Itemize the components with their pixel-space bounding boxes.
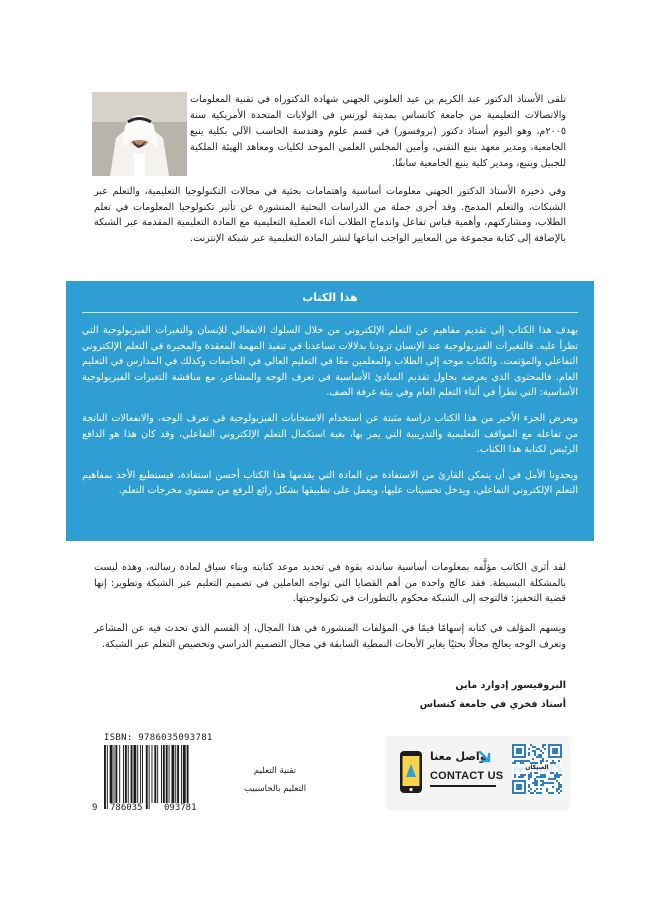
qr-module <box>528 774 530 776</box>
qr-module <box>546 788 548 790</box>
qr-module <box>558 774 560 776</box>
barcode <box>96 745 216 811</box>
barcode-bar <box>163 745 165 803</box>
barcode-bar <box>152 745 153 803</box>
reviewer-name: البروفيسور إدوارد ماين <box>455 680 566 691</box>
qr-module <box>534 790 536 792</box>
qr-module <box>544 782 546 784</box>
qr-module <box>516 748 522 754</box>
qr-module <box>550 782 552 784</box>
qr-module <box>558 782 560 784</box>
barcode-bar <box>157 745 158 803</box>
qr-module <box>536 788 538 790</box>
about-paragraph: ويحدونا الأمل في أن يتمكن القارئ من الاستفادة من المادة التي يقدمها هذا الكتاب أحسن استفادة، فيستطيع الأخذ بمفاهيم التعلم الإلكتروني التفاعلي، ويدخل تحسينات عليها، ويعمل على تطبيقها بشكل رائع للرفع من مستوى مخرجات التعلم. <box>82 469 578 497</box>
qr-module <box>528 786 530 788</box>
qr-module <box>540 756 542 758</box>
qr-module <box>556 776 558 778</box>
qr-module <box>540 780 542 782</box>
qr-module <box>558 776 560 778</box>
qr-module <box>540 750 542 752</box>
qr-module <box>552 748 558 754</box>
barcode-bar <box>115 745 117 803</box>
qr-module <box>544 744 546 746</box>
qr-module <box>536 772 538 774</box>
qr-module <box>536 784 538 786</box>
qr-module <box>560 774 562 776</box>
qr-module <box>540 774 542 776</box>
qr-module <box>554 774 556 776</box>
qr-module <box>556 788 558 790</box>
barcode-bar <box>149 745 150 809</box>
barcode-bar <box>177 745 179 803</box>
qr-module <box>540 776 542 778</box>
qr-module <box>522 760 524 762</box>
qr-module <box>540 760 542 762</box>
qr-module <box>554 776 556 778</box>
qr-module <box>532 792 534 794</box>
qr-module <box>536 748 538 750</box>
qr-module <box>532 758 534 760</box>
qr-module <box>514 774 516 776</box>
qr-module <box>538 756 540 758</box>
qr-module <box>532 782 534 784</box>
qr-module <box>530 774 532 776</box>
about-paragraph: ويعرض الجزء الأخير من هذا الكتاب دراسة مثبتة عن استخدام الاستجابات الفيزيولوجية في تعرف الوجه، والانفعالات الناتجة من تفاعله مع المواقف التعليمية والتدريبية التي يمر بها، بغية استكمال التعلم الإلكتروني التفاعلي، وقد كان هذا هو الدافع الرئيس لكتابة هذا الكتاب. <box>82 412 578 456</box>
qr-module <box>538 748 540 750</box>
isbn-label: ISBN: 9786035093781 <box>104 733 213 743</box>
qr-module <box>540 754 542 756</box>
qr-module <box>556 790 558 792</box>
barcode-bar <box>119 745 120 803</box>
qr-module <box>558 786 560 788</box>
qr-module <box>528 752 530 754</box>
qr-module <box>552 782 554 784</box>
qr-module <box>556 774 558 776</box>
qr-module <box>542 744 544 746</box>
qr-module <box>516 784 522 790</box>
barcode-digits <box>92 803 220 815</box>
qr-module <box>534 778 536 780</box>
qr-module <box>522 776 524 778</box>
qr-module <box>518 776 520 778</box>
qr-module <box>524 774 526 776</box>
qr-module <box>540 788 542 790</box>
barcode-bar <box>107 745 108 809</box>
qr-module <box>514 776 516 778</box>
qr-module <box>536 756 538 758</box>
qr-module <box>546 760 548 762</box>
qr-module <box>552 772 554 774</box>
qr-module <box>558 792 560 794</box>
qr-module <box>524 760 526 762</box>
barcode-bar <box>146 745 148 809</box>
author-photo <box>92 92 187 176</box>
qr-module <box>542 760 544 762</box>
subject-item: التعليم بالحاسبيب <box>243 784 307 794</box>
barcode-bar <box>114 745 115 803</box>
contact-card[interactable] <box>386 736 570 810</box>
qr-module <box>556 772 558 774</box>
qr-module <box>542 776 544 778</box>
barcode-bar <box>123 745 124 803</box>
qr-module <box>528 778 530 780</box>
arrow-down-right-icon <box>478 750 492 764</box>
barcode-bar <box>181 745 182 803</box>
author-research-intro: وفي ذخيرة الأستاذ الدكتور الجهني معلومات أساسية واهتمامات بحثية في مجالات التكنولوجيا التعليمية، والتعلم عبر الشبكات، والتعلم المدمج. وقد أجرى جملة من الدراسات البحثية المنشورة عن تأثير تكنولوجيا المعلومات في تعلم الطلاب، ومشاركتهم، وأهمية قياس تفاعل واندماج الطلاب أثناء العملية التعليمية مع المادة التعليمية المقدمة عبر الشبكة بالإضافة إلى كتابة مجموعة من المعايير الواجب اتباعها لنشر المادة التعليمية عبر شبكة الإنترنت. <box>94 186 566 244</box>
qr-module <box>536 780 538 782</box>
qr-module <box>518 760 520 762</box>
qr-module <box>534 746 536 748</box>
subject-item: تقنية التعليم <box>253 766 297 776</box>
barcode-bar <box>140 745 141 803</box>
qr-module <box>542 758 544 760</box>
qr-module <box>542 780 544 782</box>
qr-module <box>550 792 552 794</box>
barcode-bar <box>104 745 106 809</box>
qr-module <box>548 778 550 780</box>
qr-module <box>538 792 540 794</box>
qr-module <box>528 748 530 750</box>
qr-module <box>536 792 538 794</box>
contact-label-english: CONTACT US <box>430 770 504 782</box>
qr-module <box>544 774 546 776</box>
barcode-bar <box>169 745 170 803</box>
qr-module <box>516 760 518 762</box>
qr-module <box>542 782 544 784</box>
contact-underline <box>430 785 496 787</box>
qr-module <box>542 784 544 786</box>
barcode-bar <box>183 745 186 803</box>
barcode-bar <box>171 745 174 803</box>
barcode-bar <box>187 745 189 809</box>
qr-module <box>520 776 522 778</box>
qr-brand-label: العبيكان <box>512 764 562 772</box>
qr-module <box>552 778 554 780</box>
qr-module <box>546 790 548 792</box>
qr-module <box>528 776 530 778</box>
qr-module <box>520 774 522 776</box>
qr-module <box>522 774 524 776</box>
qr-module <box>552 792 554 794</box>
qr-module <box>560 790 562 792</box>
qr-module <box>552 760 554 762</box>
about-paragraph: يهدف هذا الكتاب إلى تقديم مفاهيم عن التعلم الإلكتروني من خلال السلوك الانفعالي للإنسان والتغيرات الفيزيولوجية التي تطرأ عليه. فالتغيرات الفيزيولوجية عند الإنسان تزودنا بدلالات تساعدنا في تنفيذ المهمة المعقدة والمحيرة في التعلم الإلكتروني التفاعلي والمؤتمت. والكتاب موجه إلى الطلاب والمعلمين معًا في التعليم العالي في الجامعات وكذلك في المدارس في التعليم العام. فالمحتوى الذي يعرضه يحاول تقديم المبادئ الأساسية في تعرف الوجه والمشاعر، مع مناقشة التغيرات الفيزيولوجية الأساسية: التي تطرأ في أثناء التعلم العام وفي بيئة غرفة الصف. <box>82 325 578 399</box>
barcode-bar <box>142 745 143 803</box>
qr-module <box>548 782 550 784</box>
qr-module <box>530 792 532 794</box>
qr-module <box>534 750 536 752</box>
reviewer-title: أستاذ فخري في جامعة كنساس <box>419 699 566 710</box>
qr-module <box>542 752 544 754</box>
qr-module <box>530 788 532 790</box>
contact-label-arabic: تواصل معنا <box>430 750 491 763</box>
barcode-bar <box>175 745 176 803</box>
about-title: هذا الكتاب <box>302 291 358 304</box>
barcode-bar <box>133 745 136 803</box>
barcode-bar <box>166 745 168 803</box>
barcode-bar <box>128 745 129 803</box>
qr-module <box>558 788 560 790</box>
qr-module <box>540 784 542 786</box>
author-portrait-image <box>92 92 187 176</box>
barcode-digits-right: 093781 <box>164 803 197 813</box>
qr-module <box>528 760 530 762</box>
qr-module <box>544 776 546 778</box>
qr-module <box>514 760 516 762</box>
barcode-digit-first: 9 <box>92 803 98 813</box>
qr-module <box>538 754 540 756</box>
review-paragraph: ويسهم المؤلف في كتابه إسهامًا قيمًا في المؤلفات المنشورة في هذا المجال، إذ القسم الذي تحدث فيه عن المشاعر وتعرف الوجه يعالج مجالًا بحثيًا يغاير الأبحاث النمطية السابقة في مجال التصميم الدراسي وتخصيص التعلم عبر الشبكة. <box>94 623 566 650</box>
qr-module <box>534 780 536 782</box>
barcode-bar <box>125 745 127 803</box>
qr-module <box>542 774 544 776</box>
about-divider <box>82 312 578 313</box>
qr-module <box>526 760 528 762</box>
qr-module <box>540 792 542 794</box>
qr-module <box>560 786 562 788</box>
qr-module <box>542 746 544 748</box>
barcode-digits-left: 786035 <box>110 803 143 813</box>
qr-module <box>534 772 536 774</box>
barcode-bar <box>161 745 162 803</box>
qr-module <box>532 750 534 752</box>
qr-module <box>534 784 536 786</box>
qr-module <box>528 790 530 792</box>
review-paragraph: لقد أثرى الكاتب مؤلَّفه بمعلومات أساسية ساندته بقوة في تحديد موعد كتابته وبناء سياق لمادة رسالته، وهذه ليست بالمشكلة البسيطة. فقد عالج واحدة من أهم القضايا التي تواجه العاملين في تصميم التعليم عبر الشبكة وتطوير: إنها قضية التحفيز: فالتوجه إلى الشبكة محكوم بالتطورات في تكنولوجيتها. <box>94 562 566 605</box>
qr-module <box>538 776 540 778</box>
qr-module <box>520 760 522 762</box>
qr-module <box>534 782 536 784</box>
about-this-book-box <box>66 281 594 541</box>
qr-module <box>548 792 550 794</box>
qr-module <box>544 748 546 750</box>
reviewer-signature <box>420 676 566 714</box>
qr-module <box>530 772 532 774</box>
qr-module <box>528 754 530 756</box>
qr-module <box>530 776 532 778</box>
qr-module <box>560 784 562 786</box>
qr-module <box>546 782 548 784</box>
qr-module <box>534 754 536 756</box>
qr-module <box>530 744 532 746</box>
phone-icon <box>398 750 424 794</box>
author-bio: تلقى الأستاذ الدكتور عبد الكريم بن عيد العلوني الجهني شهادة الدكتوراه في تقنية المعلومات والاتصالات التعليمية من جامعة كانساس بمدينة لورنس في الولايات المتحدة الأمريكية سنة ٢٠٠٥م، وهو اليوم أستاذ دكتور (بروفسور) في قسم علوم وهندسة الحاسب الآلي بكلية ينبع الجامعية، ومدير معهد ينبع التقني، وأمين المجلس العلمي الموحد لكليات ومعاهد الهيئة الملكية للجبيل وينبع، ومدير كلية ينبع الجامعية سابقًا. <box>190 94 566 169</box>
qr-module <box>536 776 538 778</box>
qr-module <box>532 746 534 748</box>
barcode-bar <box>137 745 138 803</box>
qr-module <box>558 784 560 786</box>
qr-module <box>556 780 558 782</box>
barcode-bar <box>131 745 133 803</box>
qr-module <box>554 778 556 780</box>
barcode-bar <box>154 745 156 803</box>
qr-module <box>552 786 554 788</box>
qr-module <box>534 752 536 754</box>
qr-module <box>550 772 552 774</box>
qr-module <box>550 778 552 780</box>
qr-module <box>536 782 538 784</box>
qr-module <box>558 760 560 762</box>
subject-categories <box>238 762 312 798</box>
qr-module <box>528 784 530 786</box>
barcode-bar <box>110 745 113 803</box>
